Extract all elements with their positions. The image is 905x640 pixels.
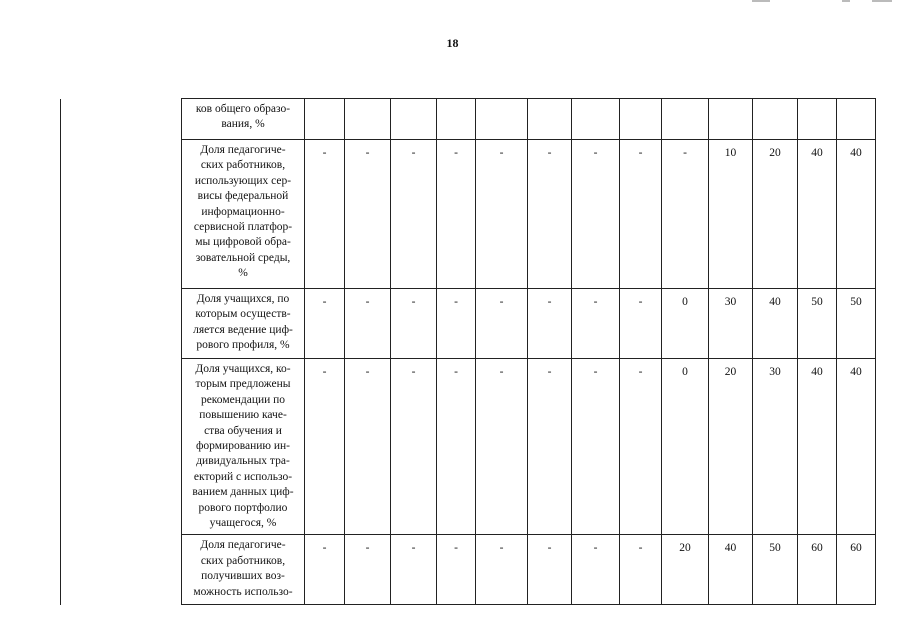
label-line: Доля учащихся, по [196, 293, 290, 305]
value-cell: 50 [753, 535, 798, 605]
value-cell: 40 [798, 140, 837, 289]
scan-mark [872, 0, 892, 2]
empty-first-cell [61, 289, 182, 359]
value-cell [837, 99, 876, 140]
value-cell: - [391, 140, 437, 289]
table-row [61, 140, 876, 289]
value-cell [437, 99, 476, 140]
value-cell: - [437, 359, 476, 535]
value-cell [391, 99, 437, 140]
label-line: Доля учащихся, ко- [195, 363, 291, 375]
value-cell: - [437, 535, 476, 605]
table-row [61, 289, 876, 359]
value-cell: - [620, 359, 662, 535]
empty-first-cell [61, 140, 182, 289]
value-cell: - [391, 535, 437, 605]
label-line: ков общего образо- [195, 103, 291, 115]
empty-first-cell [61, 359, 182, 535]
label-line: ванием данных циф- [192, 486, 294, 499]
label-line: зовательной среды, [195, 251, 291, 264]
indicator-label [182, 140, 305, 289]
value-cell: - [620, 140, 662, 289]
value-cell: - [305, 140, 345, 289]
label-line: рового профиля, % [196, 339, 290, 352]
value-cell: 20 [709, 359, 753, 535]
value-cell: - [476, 289, 528, 359]
empty-first-cell [61, 99, 182, 140]
label-line: учащегося, % [209, 517, 277, 530]
value-cell [572, 99, 620, 140]
value-cell: 0 [662, 289, 709, 359]
value-cell: - [437, 289, 476, 359]
page-number: 18 [446, 36, 459, 50]
value-cell: - [345, 140, 391, 289]
value-cell: 10 [709, 140, 753, 289]
value-cell: - [305, 289, 345, 359]
value-cell: 60 [837, 535, 876, 605]
value-cell [620, 99, 662, 140]
table-row [61, 99, 876, 140]
value-cell [528, 99, 572, 140]
value-cell: - [620, 535, 662, 605]
value-cell: - [662, 140, 709, 289]
value-cell: - [620, 289, 662, 359]
label-line: Доля педагогиче- [200, 144, 286, 156]
value-cell: 40 [753, 289, 798, 359]
value-cell: 40 [837, 359, 876, 535]
label-line: вания, % [221, 118, 265, 131]
value-cell [662, 99, 709, 140]
value-cell [476, 99, 528, 140]
value-cell: 40 [837, 140, 876, 289]
label-line: ских работников, [200, 554, 286, 567]
value-cell: - [528, 535, 572, 605]
value-cell: - [572, 140, 620, 289]
value-cell: 50 [798, 289, 837, 359]
value-cell [798, 99, 837, 140]
value-cell [709, 99, 753, 140]
scan-mark [752, 0, 770, 2]
value-cell: 60 [798, 535, 837, 605]
table-row [61, 359, 876, 535]
label-line: мы цифровой обра- [195, 236, 291, 249]
label-line: использующих сер- [194, 174, 292, 187]
value-cell: 40 [798, 359, 837, 535]
label-line: которым осуществ- [195, 308, 291, 321]
indicator-label [182, 289, 305, 359]
table-row [61, 535, 876, 605]
label-line: рового портфолио [198, 501, 288, 514]
value-cell: 20 [662, 535, 709, 605]
value-cell: - [391, 359, 437, 535]
value-cell: - [476, 140, 528, 289]
label-line: Доля педагогиче- [200, 539, 286, 552]
value-cell [345, 99, 391, 140]
scan-mark [842, 0, 850, 2]
label-line: ства обучения и [204, 424, 282, 437]
label-line: получивших воз- [201, 570, 285, 583]
label-line: ских работников, [200, 159, 286, 172]
value-cell: 50 [837, 289, 876, 359]
indicator-label [182, 99, 305, 140]
value-cell: - [437, 140, 476, 289]
empty-first-cell [61, 535, 182, 605]
label-line: дивидуальных тра- [196, 455, 290, 468]
value-cell: - [572, 359, 620, 535]
label-line: можность использо- [193, 585, 293, 598]
value-cell: - [572, 535, 620, 605]
label-line: сервисной платфор- [193, 221, 293, 234]
value-cell: - [305, 359, 345, 535]
label-line: повышению каче- [199, 409, 287, 422]
value-cell: - [345, 359, 391, 535]
value-cell: - [391, 289, 437, 359]
value-cell: 0 [662, 359, 709, 535]
label-line: рекомендации по [200, 393, 286, 406]
indicators-table [60, 98, 876, 605]
value-cell: 20 [753, 140, 798, 289]
indicator-label [182, 535, 305, 605]
label-line: % [238, 267, 248, 280]
label-line: информационно- [201, 205, 285, 218]
value-cell: 30 [753, 359, 798, 535]
value-cell: - [528, 140, 572, 289]
label-line: ляется ведение циф- [193, 323, 293, 336]
value-cell: - [528, 289, 572, 359]
value-cell: 40 [709, 535, 753, 605]
label-line: формированию ин- [195, 440, 290, 453]
value-cell: - [572, 289, 620, 359]
value-cell: - [476, 359, 528, 535]
label-line: висы федеральной [197, 190, 289, 203]
label-line: торым предложены [195, 378, 291, 391]
value-cell: 30 [709, 289, 753, 359]
indicator-label [182, 359, 305, 535]
label-line: екторий с использо- [193, 470, 293, 483]
value-cell: - [345, 535, 391, 605]
value-cell [753, 99, 798, 140]
value-cell: - [305, 535, 345, 605]
value-cell: - [528, 359, 572, 535]
value-cell: - [476, 535, 528, 605]
value-cell [305, 99, 345, 140]
value-cell: - [345, 289, 391, 359]
